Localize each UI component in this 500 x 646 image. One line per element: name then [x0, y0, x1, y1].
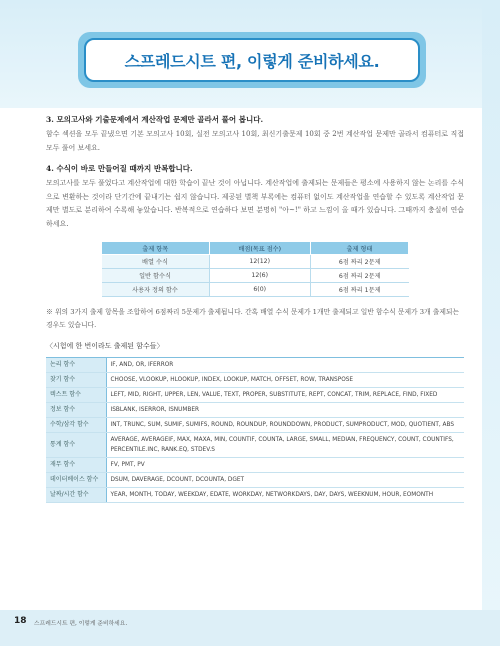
footer-band	[0, 610, 500, 646]
functions-cell: ISBLANK, ISERROR, ISNUMBER	[106, 403, 464, 418]
table-row	[46, 388, 464, 403]
table-row	[46, 458, 464, 473]
category-cell: 재무 함수	[46, 458, 106, 473]
functions-cell: AVERAGE, AVERAGEIF, MAX, MAXA, MIN, COUNTIF, COUNTA, LARGE, SMALL, MEDIAN, FREQUENCY, COUNT, COUNTIFS, PERCENTILE.INC, RANK.EQ, STDEV.S	[106, 433, 464, 458]
table-row	[46, 403, 464, 418]
function-table	[46, 357, 464, 503]
functions-cell: DSUM, DAVERAGE, DCOUNT, DCOUNTA, DGET	[106, 473, 464, 488]
table-cell: 일반 함수식	[102, 269, 210, 283]
table-cell: 6점 짜리 2문제	[310, 255, 408, 269]
side-strip	[482, 0, 500, 646]
category-cell: 날짜/시간 함수	[46, 488, 106, 503]
page-number: 18	[14, 616, 27, 626]
category-cell: 정보 함수	[46, 403, 106, 418]
table-cell: 6점 짜리 1문제	[310, 283, 408, 297]
table-cell: 사용자 정의 함수	[102, 283, 210, 297]
functions-cell: FV, PMT, PV	[106, 458, 464, 473]
table-row	[102, 255, 409, 269]
section-3-body: 함수 섹션을 모두 끝냈으면 기본 모의고사 10회, 실전 모의고사 10회, 최신기출문제 10회 중 2번 계산작업 문제만 골라서 컴퓨터로 직접 모두 풀어 보세요.	[46, 130, 464, 152]
section-4-heading: 4. 수식이 바로 만들어질 때까지 반복합니다.	[46, 164, 193, 173]
table-row	[46, 433, 464, 458]
table-cell: 12(6)	[209, 269, 310, 283]
functions-cell: YEAR, MONTH, TODAY, WEEKDAY, EDATE, WORKDAY, NETWORKDAYS, DAY, DAYS, WEEKNUM, HOUR, EOMONTH	[106, 488, 464, 503]
score-table-header: 출제 형태	[310, 242, 408, 255]
table-row	[46, 373, 464, 388]
category-cell: 찾기 함수	[46, 373, 106, 388]
table-row	[46, 358, 464, 373]
category-cell: 수학/삼각 함수	[46, 418, 106, 433]
table-cell: 배열 수식	[102, 255, 210, 269]
section-4-body: 모의고사를 모두 풀었다고 계산작업에 대한 학습이 끝난 것이 아닙니다. 계산작업에 출제되는 문제들은 평소에 사용하지 않는 논리를 수식으로 변환하는 것이라 단기간에 끝내기는 쉽지 않습니다. 제공된 별책 부록에는 컴퓨터 없이도 계산작업을 연습할 수 있도록 계산작업 문제만 별도로 분리하여 수록해 놓았습니다. 반복적으로 연습하다 보면 분명히 "아~!" 하고 느낌이 올 때가 있습니다. 그때까지 충실히 연습하세요.	[46, 179, 464, 228]
functions-cell: INT, TRUNC, SUM, SUMIF, SUMIFS, ROUND, ROUNDUP, ROUNDDOWN, PRODUCT, SUMPRODUCT, MOD, QUOTIENT, ABS	[106, 418, 464, 433]
table-row	[46, 418, 464, 433]
section-3-heading: 3. 모의고사와 기출문제에서 계산작업 문제만 골라서 풀어 봅니다.	[46, 115, 264, 124]
function-table-title: 〈시험에 한 번이라도 출제된 함수들〉	[46, 342, 164, 350]
table-row	[46, 488, 464, 503]
category-cell: 통계 함수	[46, 433, 106, 458]
category-cell: 데이터베이스 함수	[46, 473, 106, 488]
category-cell: 논리 함수	[46, 358, 106, 373]
functions-cell: LEFT, MID, RIGHT, UPPER, LEN, VALUE, TEXT, PROPER, SUBSTITUTE, REPT, CONCAT, TRIM, REPLACE, FIND, FIXED	[106, 388, 464, 403]
table-row	[46, 473, 464, 488]
score-table-header: 배점(목표 점수)	[209, 242, 310, 255]
table-cell: 6(0)	[209, 283, 310, 297]
score-table-header: 출제 항목	[102, 242, 210, 255]
title-box	[84, 38, 420, 82]
page-title: 스프레드시트 편, 이렇게 준비하세요.	[124, 51, 380, 71]
table-row	[102, 283, 409, 297]
table-cell: 12(12)	[209, 255, 310, 269]
functions-cell: IF, AND, OR, IFERROR	[106, 358, 464, 373]
table-cell: 6점 짜리 2문제	[310, 269, 408, 283]
score-table	[101, 241, 409, 297]
footer-text: 스프레드시트 편, 이렇게 준비하세요.	[34, 621, 128, 627]
main-content	[46, 114, 464, 503]
table-row	[102, 269, 409, 283]
category-cell: 텍스트 함수	[46, 388, 106, 403]
note-text: ※ 위의 3가지 출제 항목을 조합하여 6점짜리 5문제가 출제됩니다. 간혹 배열 수식 문제가 1개만 출제되고 일반 함수식 문제가 3개 출제되는 경우도 있습니다.	[46, 308, 460, 329]
functions-cell: CHOOSE, VLOOKUP, HLOOKUP, INDEX, LOOKUP, MATCH, OFFSET, ROW, TRANSPOSE	[106, 373, 464, 388]
